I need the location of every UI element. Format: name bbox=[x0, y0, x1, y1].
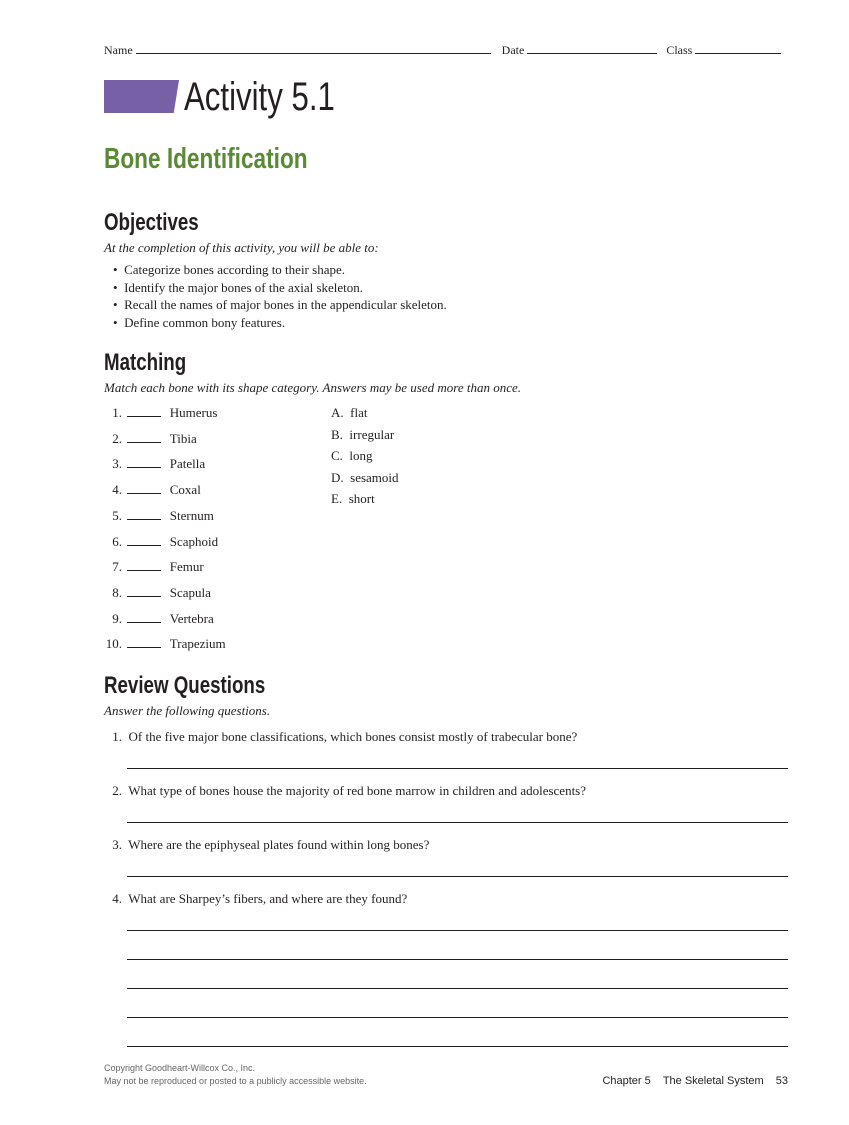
matching-item bbox=[104, 559, 204, 575]
shape-option bbox=[331, 470, 399, 486]
copyright: Copyright Goodheart-Willcox Co., Inc. bbox=[104, 1063, 256, 1073]
item-number: 8. bbox=[112, 584, 122, 600]
review-question bbox=[104, 729, 577, 745]
answer-blank[interactable] bbox=[127, 405, 161, 417]
activity-accent-bar bbox=[104, 80, 179, 113]
class-label: Class bbox=[666, 43, 693, 57]
class-field[interactable] bbox=[695, 42, 781, 54]
date-label: Date bbox=[501, 43, 525, 57]
answer-blank[interactable] bbox=[127, 508, 161, 520]
option-text: flat bbox=[350, 405, 368, 420]
item-number: 7. bbox=[112, 559, 122, 575]
matching-heading: Matching bbox=[104, 349, 187, 376]
bone-name: Scaphoid bbox=[169, 533, 219, 549]
review-question bbox=[104, 837, 429, 853]
bullet-icon: • bbox=[113, 314, 118, 330]
bone-name: Tibia bbox=[169, 430, 197, 446]
option-letter: C. bbox=[331, 448, 343, 464]
question-number: 2. bbox=[112, 783, 122, 798]
answer-line[interactable] bbox=[127, 930, 788, 931]
answer-line[interactable] bbox=[127, 822, 788, 823]
answer-line[interactable] bbox=[127, 876, 788, 877]
chapter-label: Chapter 5 bbox=[602, 1075, 651, 1087]
bone-name: Trapezium bbox=[169, 636, 226, 652]
matching-instructions: Match each bone with its shape category. Answers may be used more than once. bbox=[104, 380, 522, 395]
item-number: 4. bbox=[112, 482, 122, 498]
item-number: 6. bbox=[112, 533, 122, 549]
name-label: Name bbox=[104, 43, 133, 57]
answer-blank[interactable] bbox=[127, 611, 161, 623]
chapter-title: The Skeletal System bbox=[662, 1075, 764, 1087]
answer-line[interactable] bbox=[127, 1046, 788, 1047]
bone-name: Coxal bbox=[169, 482, 201, 498]
answer-blank[interactable] bbox=[127, 456, 161, 468]
bone-name: Vertebra bbox=[169, 610, 214, 626]
objectives-heading: Objectives bbox=[104, 209, 199, 236]
answer-blank[interactable] bbox=[127, 559, 161, 571]
matching-item bbox=[104, 534, 218, 550]
option-letter: A. bbox=[331, 405, 344, 420]
question-text: What type of bones house the majority of red bone marrow in children and adolescents? bbox=[128, 783, 587, 798]
option-text: irregular bbox=[349, 426, 395, 442]
answer-blank[interactable] bbox=[127, 534, 161, 546]
objective-text: Define common bony features. bbox=[124, 314, 286, 330]
shape-option bbox=[331, 405, 367, 421]
matching-item bbox=[104, 405, 217, 421]
bone-name: Patella bbox=[169, 456, 206, 472]
answer-line[interactable] bbox=[127, 1017, 788, 1018]
bullet-icon: • bbox=[113, 297, 118, 312]
date-field[interactable] bbox=[527, 42, 657, 54]
bone-name: Scapula bbox=[169, 584, 211, 600]
objective-text: Recall the names of major bones in the appendicular skeleton. bbox=[124, 297, 447, 312]
activity-subtitle: Bone Identification bbox=[104, 143, 308, 175]
review-instructions: Answer the following questions. bbox=[104, 703, 271, 718]
item-number: 3. bbox=[112, 456, 122, 472]
question-text: Where are the epiphyseal plates found within long bones? bbox=[128, 837, 430, 852]
objective-text: Identify the major bones of the axial skeleton. bbox=[124, 279, 364, 295]
reproduction-notice: May not be reproduced or posted to a publicly accessible website. bbox=[104, 1076, 367, 1086]
answer-blank[interactable] bbox=[127, 585, 161, 597]
answer-line[interactable] bbox=[127, 768, 788, 769]
question-number: 1. bbox=[112, 729, 122, 744]
shape-option bbox=[331, 427, 394, 443]
option-letter: D. bbox=[331, 469, 344, 485]
review-question bbox=[104, 891, 407, 907]
bone-name: Femur bbox=[169, 559, 204, 575]
item-number: 2. bbox=[112, 430, 122, 446]
item-number: 9. bbox=[112, 610, 122, 626]
item-number: 1. bbox=[112, 405, 122, 420]
matching-item bbox=[104, 431, 197, 447]
page-footer bbox=[602, 1074, 788, 1088]
option-text: short bbox=[348, 491, 375, 507]
question-number: 3. bbox=[112, 837, 122, 852]
matching-item bbox=[104, 636, 226, 652]
matching-item bbox=[104, 456, 205, 472]
matching-item bbox=[104, 482, 201, 498]
objective-item bbox=[113, 262, 345, 278]
item-number: 5. bbox=[112, 507, 122, 523]
matching-item bbox=[104, 585, 211, 601]
answer-line[interactable] bbox=[127, 959, 788, 960]
shape-option bbox=[331, 448, 373, 464]
bone-name: Sternum bbox=[169, 507, 214, 523]
item-number: 10. bbox=[105, 636, 122, 652]
answer-line[interactable] bbox=[127, 988, 788, 989]
answer-blank[interactable] bbox=[127, 482, 161, 494]
answer-blank[interactable] bbox=[127, 431, 161, 443]
answer-blank[interactable] bbox=[127, 636, 161, 648]
review-question bbox=[104, 783, 586, 799]
objective-text: Categorize bones according to their shape. bbox=[124, 262, 345, 277]
option-letter: B. bbox=[331, 426, 343, 442]
name-field[interactable] bbox=[136, 42, 491, 54]
question-text: What are Sharpey’s fibers, and where are they found? bbox=[128, 891, 408, 906]
activity-title: Activity 5.1 bbox=[184, 75, 335, 119]
matching-item bbox=[104, 611, 214, 627]
objective-item bbox=[113, 315, 285, 331]
option-letter: E. bbox=[331, 491, 343, 507]
question-number: 4. bbox=[112, 891, 122, 906]
review-heading: Review Questions bbox=[104, 672, 266, 699]
bullet-icon: • bbox=[113, 262, 118, 277]
matching-item bbox=[104, 508, 214, 524]
page-number: 53 bbox=[775, 1075, 788, 1087]
option-text: long bbox=[349, 448, 373, 464]
shape-option bbox=[331, 491, 375, 507]
question-text: Of the five major bone classifications, which bones consist mostly of trabecular bone? bbox=[128, 729, 578, 744]
header-fields bbox=[104, 42, 781, 58]
objective-item bbox=[113, 280, 363, 296]
objectives-intro: At the completion of this activity, you will be able to: bbox=[104, 240, 379, 255]
bullet-icon: • bbox=[113, 279, 118, 295]
option-text: sesamoid bbox=[350, 469, 399, 485]
bone-name: Humerus bbox=[169, 405, 218, 420]
objective-item bbox=[113, 297, 447, 313]
